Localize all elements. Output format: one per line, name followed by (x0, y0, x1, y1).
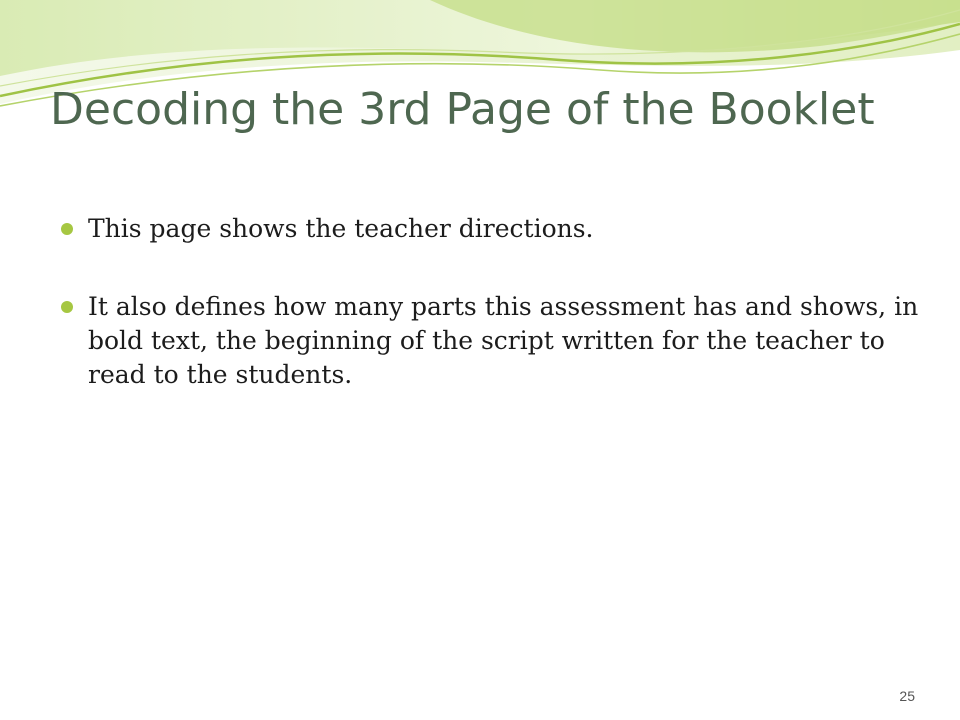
bullet-dot-icon (61, 223, 73, 235)
bullet-list (60, 212, 930, 436)
bullet-item (60, 212, 930, 246)
slide-title: Decoding the 3rd Page of the Booklet (50, 84, 875, 135)
bullet-dot-icon (61, 301, 73, 313)
page-number: 25 (899, 688, 915, 704)
bullet-text: This page shows the teacher directions. (88, 214, 594, 243)
bullet-item (60, 290, 930, 392)
bullet-text: It also defines how many parts this assessment has and shows, in bold text, the beginning of the script written for the teacher to read to the students. (88, 292, 919, 389)
